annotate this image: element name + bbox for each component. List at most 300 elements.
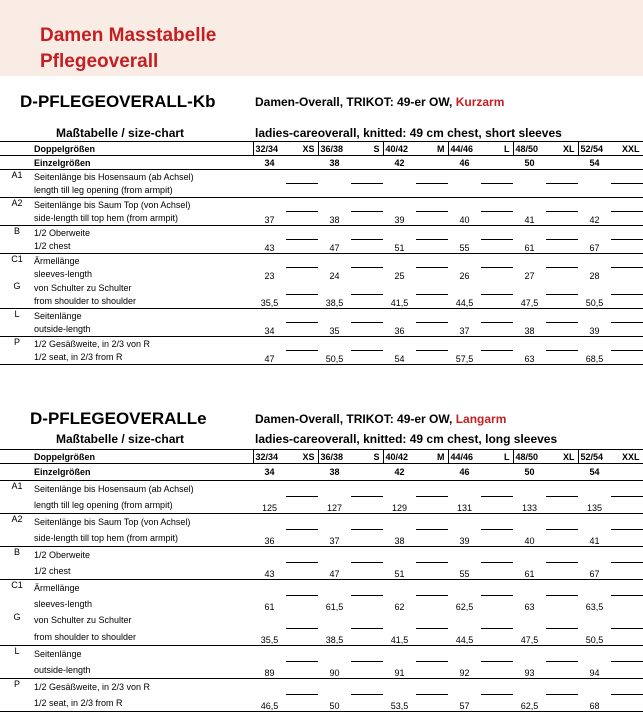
measurement-value: 62,5	[455, 602, 474, 612]
measurement-value: 44,5	[448, 629, 481, 646]
fill-box	[611, 295, 643, 309]
measurement-value: 133	[513, 497, 546, 514]
measurement-value: 41,5	[383, 295, 416, 309]
measurement-name-en: length till leg opening (from armpit)	[34, 497, 253, 514]
measurement-value	[448, 678, 481, 695]
fill-box	[286, 662, 318, 679]
fill-box	[481, 579, 513, 596]
fill-box	[546, 295, 578, 309]
measurement-value	[253, 337, 286, 351]
measurement-value	[253, 480, 286, 497]
fill-box	[351, 323, 383, 337]
measurement-value: 67	[578, 563, 611, 580]
fill-box	[286, 351, 318, 365]
title-banner	[0, 0, 643, 76]
size-letter: XXL	[611, 142, 643, 156]
measurement-value	[383, 645, 416, 662]
measurement-value: 92	[448, 662, 481, 679]
fill-box	[351, 295, 383, 309]
measurement-name-de: von Schulter zu Schulter	[34, 615, 132, 626]
measurement-value: 129	[383, 497, 416, 514]
measurement-row	[0, 612, 643, 629]
measurement-value	[448, 198, 481, 212]
header-code-cell	[0, 464, 34, 481]
measurement-value	[318, 226, 351, 240]
measurement-value	[318, 579, 351, 596]
measurement-value: 57	[448, 695, 481, 712]
measurement-value: 51	[383, 563, 416, 580]
measurement-name-de: von Schulter zu Schulter	[34, 282, 132, 293]
single-size: 46	[459, 157, 470, 168]
fill-box	[416, 662, 448, 679]
measurement-code	[0, 240, 34, 254]
fill-box	[416, 156, 448, 170]
measurement-value: 51	[383, 240, 416, 254]
measurement-value	[578, 645, 611, 662]
fill-box	[481, 212, 513, 226]
fill-box	[286, 226, 318, 240]
measurement-code: L	[0, 645, 34, 662]
measurement-value	[448, 645, 481, 662]
fill-box	[546, 530, 578, 547]
measurement-value	[383, 546, 416, 563]
fill-box	[611, 695, 643, 712]
measurement-name-en: sleeves-length	[34, 598, 93, 609]
measurement-code: P	[0, 337, 34, 351]
measurement-value	[253, 281, 286, 295]
measurement-value: 41	[513, 212, 546, 226]
fill-box	[351, 212, 383, 226]
fill-box	[351, 645, 383, 662]
measurement-value: 127	[318, 497, 351, 514]
single-size: 42	[394, 157, 405, 168]
measurement-value: 27	[524, 271, 535, 281]
single-size: 34	[264, 157, 275, 168]
product-description-en: ladies-careoverall, knitted: 49 cm chest, long sleeves	[255, 432, 558, 446]
measurement-value	[578, 226, 611, 240]
measurement-value	[318, 184, 351, 198]
fill-box	[286, 497, 318, 514]
fill-box	[416, 497, 448, 514]
measurement-value: 35,5	[253, 295, 286, 309]
measurement-value	[513, 645, 546, 662]
fill-box	[481, 323, 513, 337]
fill-box	[416, 563, 448, 580]
double-size: 44/46	[448, 450, 481, 464]
measurement-row	[0, 513, 643, 530]
fill-box	[351, 464, 383, 481]
measurement-value	[383, 337, 416, 351]
measurement-name-en: from shoulder to shoulder	[34, 629, 253, 646]
fill-box	[286, 678, 318, 695]
fill-box	[481, 170, 513, 184]
measurement-code: A1	[0, 170, 34, 184]
fill-box	[416, 678, 448, 695]
measurement-value: 37	[448, 323, 481, 337]
measurement-value: 24	[329, 271, 340, 281]
size-letter: XS	[286, 450, 318, 464]
size-letter: XL	[546, 450, 578, 464]
measurement-value: 50,5	[578, 295, 611, 309]
measurement-code: A2	[0, 198, 34, 212]
measurement-value	[513, 579, 546, 596]
fill-box	[546, 268, 578, 282]
fill-box	[546, 480, 578, 497]
measurement-row	[0, 645, 643, 662]
measurement-row	[0, 254, 643, 268]
fill-box	[416, 351, 448, 365]
fill-box	[546, 351, 578, 365]
measurement-value	[513, 309, 546, 323]
measurement-value	[448, 184, 481, 198]
measurement-value	[318, 254, 351, 268]
measurement-value	[513, 612, 546, 629]
fill-box	[286, 596, 318, 613]
measurement-value	[318, 309, 351, 323]
single-size: 46	[459, 466, 470, 477]
measurement-name-de: Seitenlänge bis Saum Top (von Achsel)	[34, 198, 253, 212]
measurement-row	[0, 309, 643, 323]
measurement-value	[318, 546, 351, 563]
measurement-value	[253, 309, 286, 323]
fill-box	[546, 212, 578, 226]
measurement-value: 90	[318, 662, 351, 679]
fill-box	[351, 530, 383, 547]
measurement-value: 38	[318, 212, 351, 226]
measurement-value: 63	[524, 602, 535, 612]
fill-box	[351, 497, 383, 514]
measurement-value: 43	[253, 240, 286, 254]
measurement-value	[513, 184, 546, 198]
measurement-name-de: 1/2 Oberweite	[34, 226, 253, 240]
fill-box	[481, 309, 513, 323]
measurement-row	[0, 268, 643, 282]
fill-box	[611, 612, 643, 629]
measurement-code	[0, 596, 34, 613]
fill-box	[481, 563, 513, 580]
measurement-value	[448, 513, 481, 530]
measurement-name-de: Ärmellänge	[34, 254, 253, 268]
measurement-code	[0, 268, 34, 282]
size-letter: L	[481, 450, 513, 464]
fill-box	[546, 464, 578, 481]
fill-box	[286, 563, 318, 580]
measurement-value: 68,5	[578, 351, 611, 365]
size-letter: S	[351, 142, 383, 156]
measurement-value	[253, 170, 286, 184]
fill-box	[351, 281, 383, 295]
measurement-value: 47,5	[513, 629, 546, 646]
measurement-value: 61,5	[325, 602, 344, 612]
fill-box	[286, 184, 318, 198]
product-description-en: ladies-careoverall, knitted: 49 cm chest, short sleeves	[255, 126, 562, 140]
measurement-value: 50,5	[578, 629, 611, 646]
measurement-value: 53,5	[383, 695, 416, 712]
fill-box	[611, 596, 643, 613]
measurement-value	[513, 513, 546, 530]
chart-label: Maßtabelle / size-chart	[56, 126, 185, 140]
measurement-value	[578, 170, 611, 184]
measurement-row	[0, 337, 643, 351]
double-size: 52/54	[578, 450, 611, 464]
fill-box	[416, 170, 448, 184]
page-title: Damen Masstabelle	[40, 25, 217, 46]
measurement-value: 61	[264, 602, 275, 612]
measurement-value	[513, 678, 546, 695]
size-chart-table	[0, 449, 643, 712]
fill-box	[546, 612, 578, 629]
fill-box	[481, 695, 513, 712]
fill-box	[416, 240, 448, 254]
measurement-name-en: 1/2 seat, in 2/3 from R	[34, 695, 253, 712]
measurement-name-de: Seitenlänge bis Saum Top (von Achsel)	[34, 513, 253, 530]
fill-box	[416, 323, 448, 337]
measurement-value: 47	[318, 240, 351, 254]
fill-box	[481, 184, 513, 198]
page-subtitle: Pflegeoverall	[40, 51, 159, 72]
fill-box	[481, 254, 513, 268]
fill-box	[481, 629, 513, 646]
measurement-code: L	[0, 309, 34, 323]
fill-box	[286, 645, 318, 662]
measurement-value: 47,5	[513, 295, 546, 309]
fill-box	[416, 212, 448, 226]
double-size: 44/46	[448, 142, 481, 156]
measurement-row	[0, 212, 643, 226]
fill-box	[546, 579, 578, 596]
measurement-value: 61	[513, 563, 546, 580]
fill-box	[546, 309, 578, 323]
measurement-name-en: 1/2 seat, in 2/3 from R	[34, 351, 253, 365]
measurement-value: 55	[448, 563, 481, 580]
fill-box	[351, 662, 383, 679]
fill-box	[286, 695, 318, 712]
fill-box	[546, 184, 578, 198]
fill-box	[286, 629, 318, 646]
measurement-value: 135	[578, 497, 611, 514]
measurement-row	[0, 351, 643, 365]
measurement-value	[448, 612, 481, 629]
fill-box	[286, 212, 318, 226]
fill-box	[286, 513, 318, 530]
single-size: 42	[394, 466, 405, 477]
measurement-code: C1	[0, 579, 34, 596]
fill-box	[611, 281, 643, 295]
measurement-value	[578, 254, 611, 268]
measurement-row	[0, 546, 643, 563]
fill-box	[286, 198, 318, 212]
measurement-row	[0, 497, 643, 514]
measurement-name-de: Seitenlänge	[34, 645, 253, 662]
measurement-value: 42	[578, 212, 611, 226]
measurement-value	[513, 254, 546, 268]
fill-box	[481, 662, 513, 679]
fill-box	[286, 240, 318, 254]
fill-box	[481, 612, 513, 629]
fill-box	[286, 309, 318, 323]
size-letter: XS	[286, 142, 318, 156]
measurement-value	[578, 513, 611, 530]
measurement-value: 40	[448, 212, 481, 226]
measurement-value	[513, 337, 546, 351]
measurement-value	[318, 480, 351, 497]
measurement-value: 50	[318, 695, 351, 712]
measurement-value: 23	[264, 271, 275, 281]
measurement-value: 91	[383, 662, 416, 679]
measurement-row	[0, 678, 643, 695]
measurement-code: A1	[0, 480, 34, 497]
fill-box	[416, 695, 448, 712]
size-letter: M	[416, 142, 448, 156]
measurement-value: 50,5	[318, 351, 351, 365]
measurement-value: 39	[383, 212, 416, 226]
measurement-value	[253, 546, 286, 563]
fill-box	[546, 678, 578, 695]
single-sizes-label: Einzelgrößen	[34, 466, 91, 477]
measurement-value: 57,5	[448, 351, 481, 365]
fill-box	[416, 596, 448, 613]
fill-box	[286, 546, 318, 563]
measurement-value	[383, 309, 416, 323]
fill-box	[546, 662, 578, 679]
measurement-name-de: Seitenlänge bis Hosensaum (ab Achsel)	[34, 480, 253, 497]
measurement-value	[383, 170, 416, 184]
double-size: 32/34	[253, 142, 286, 156]
measurement-value	[318, 198, 351, 212]
fill-box	[481, 156, 513, 170]
fill-box	[611, 226, 643, 240]
measurement-value	[253, 254, 286, 268]
single-size: 54	[589, 157, 600, 168]
measurement-value: 37	[253, 212, 286, 226]
measurement-code	[0, 323, 34, 337]
double-sizes-label: Doppelgrößen	[34, 450, 253, 464]
measurement-value: 36	[253, 530, 286, 547]
measurement-value	[578, 678, 611, 695]
fill-box	[286, 530, 318, 547]
fill-box	[611, 480, 643, 497]
measurement-value: 38,5	[318, 295, 351, 309]
measurement-value: 47	[253, 351, 286, 365]
double-sizes-row	[0, 450, 643, 464]
measurement-value	[578, 198, 611, 212]
measurement-value	[318, 281, 351, 295]
fill-box	[286, 337, 318, 351]
fill-box	[546, 497, 578, 514]
measurement-value	[513, 226, 546, 240]
single-size: 50	[524, 157, 535, 168]
measurement-name-de: 1/2 Gesäßweite, in 2/3 von R	[34, 678, 253, 695]
fill-box	[611, 170, 643, 184]
measurement-name-en: 1/2 chest	[34, 240, 253, 254]
measurement-row	[0, 596, 643, 613]
fill-box	[546, 281, 578, 295]
double-size: 48/50	[513, 142, 546, 156]
measurement-name-en: from shoulder to shoulder	[34, 295, 253, 309]
measurement-value	[253, 645, 286, 662]
product-code: D-PFLEGEOVERALL-Kb	[20, 92, 216, 111]
measurement-value: 55	[448, 240, 481, 254]
measurement-value	[318, 170, 351, 184]
fill-box	[351, 170, 383, 184]
measurement-value	[383, 612, 416, 629]
measurement-code	[0, 530, 34, 547]
measurement-value: 93	[513, 662, 546, 679]
fill-box	[481, 337, 513, 351]
measurement-value: 44,5	[448, 295, 481, 309]
measurement-value: 47	[318, 563, 351, 580]
measurement-value	[578, 579, 611, 596]
measurement-value: 62	[394, 602, 405, 612]
measurement-value	[578, 480, 611, 497]
measurement-code: B	[0, 226, 34, 240]
size-letter: S	[351, 450, 383, 464]
fill-box	[286, 170, 318, 184]
fill-box	[611, 645, 643, 662]
fill-box	[286, 281, 318, 295]
single-sizes-label: Einzelgrößen	[34, 157, 91, 168]
fill-box	[351, 629, 383, 646]
fill-box	[286, 156, 318, 170]
measurement-value	[253, 612, 286, 629]
fill-box	[611, 212, 643, 226]
measurement-value: 41	[578, 530, 611, 547]
fill-box	[481, 480, 513, 497]
measurement-value	[383, 281, 416, 295]
product-description-de	[255, 412, 506, 426]
measurement-row	[0, 240, 643, 254]
fill-box	[416, 198, 448, 212]
double-size: 36/38	[318, 450, 351, 464]
fill-box	[351, 226, 383, 240]
double-size: 36/38	[318, 142, 351, 156]
measurement-value	[513, 546, 546, 563]
product-description-de	[255, 95, 504, 109]
measurement-value	[253, 198, 286, 212]
fill-box	[351, 563, 383, 580]
measurement-value: 43	[253, 563, 286, 580]
measurement-code	[0, 695, 34, 712]
measurement-value: 38	[383, 530, 416, 547]
measurement-value	[578, 281, 611, 295]
measurement-value	[448, 281, 481, 295]
header-code-cell	[0, 156, 34, 170]
measurement-code: P	[0, 678, 34, 695]
measurement-name-en: side-length till top hem (from armpit)	[34, 212, 253, 226]
measurement-value	[448, 546, 481, 563]
measurement-code	[0, 212, 34, 226]
fill-box	[611, 337, 643, 351]
fill-box	[611, 563, 643, 580]
fill-box	[611, 513, 643, 530]
fill-box	[416, 579, 448, 596]
fill-box	[481, 268, 513, 282]
fill-box	[481, 530, 513, 547]
measurement-value	[578, 337, 611, 351]
measurement-value: 41,5	[383, 629, 416, 646]
fill-box	[351, 351, 383, 365]
fill-box	[611, 546, 643, 563]
single-sizes-row	[0, 156, 643, 170]
fill-box	[546, 645, 578, 662]
measurement-value: 39	[578, 323, 611, 337]
sleeve-type: Kurzarm	[455, 95, 505, 109]
measurement-code: C1	[0, 254, 34, 268]
fill-box	[611, 254, 643, 268]
fill-box	[481, 513, 513, 530]
measurement-value: 34	[253, 323, 286, 337]
fill-box	[416, 546, 448, 563]
